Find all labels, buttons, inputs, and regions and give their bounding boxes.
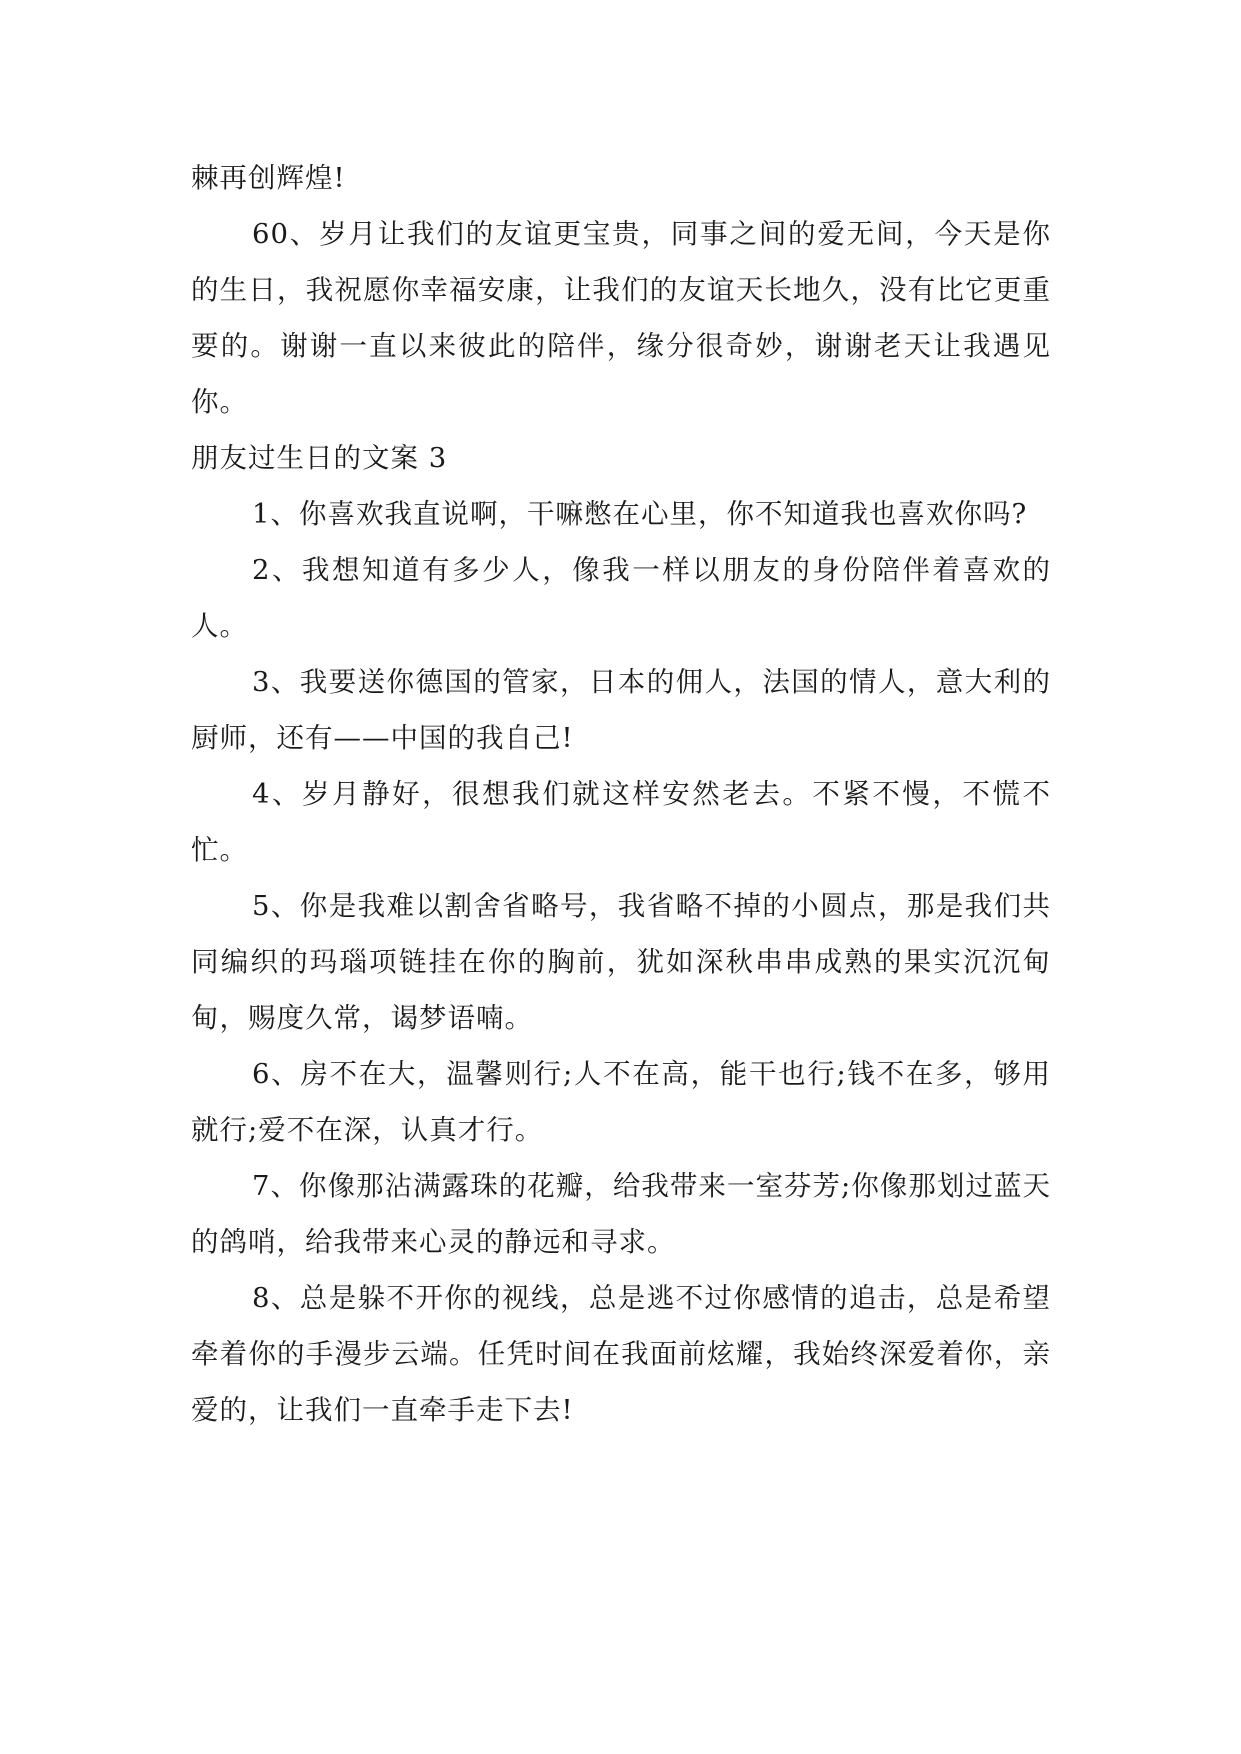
paragraph-item-6: 6、房不在大，温馨则行;人不在高，能干也行;钱不在多，够用就行;爱不在深，认真才行。 [191,1058,1051,1146]
paragraph-item-5: 5、你是我难以割舍省略号，我省略不掉的小圆点，那是我们共同编织的玛瑙项链挂在你的胸前，犹如深秋串串成熟的果实沉沉甸甸，赐度久常，谒梦语喃。 [191,890,1051,1034]
paragraph-item-3: 3、我要送你德国的管家，日本的佣人，法国的情人，意大利的厨师，还有——中国的我自己! [191,666,1051,754]
continuation-paragraph: 棘再创辉煌! [191,162,346,194]
document-body [191,150,1051,1438]
paragraph-item-60: 60、岁月让我们的友谊更宝贵，同事之间的爱无间，今天是你的生日，我祝愿你幸福安康，让我们的友谊天长地久，没有比它更重要的。谢谢一直以来彼此的陪伴，缘分很奇妙，谢谢老天让我遇见你。 [191,218,1051,418]
paragraph-item-8: 8、总是躲不开你的视线，总是逃不过你感情的追击，总是希望牵着你的手漫步云端。任凭时间在我面前炫耀，我始终深爱着你，亲爱的，让我们一直牵手走下去! [191,1282,1051,1426]
section-heading: 朋友过生日的文案 3 [191,442,448,474]
paragraph-item-4: 4、岁月静好，很想我们就这样安然老去。不紧不慢，不慌不忙。 [191,778,1051,866]
paragraph-item-7: 7、你像那沾满露珠的花瓣，给我带来一室芬芳;你像那划过蓝天的鸽哨，给我带来心灵的静远和寻求。 [191,1170,1051,1258]
paragraph-item-1: 1、你喜欢我直说啊，干嘛憋在心里，你不知道我也喜欢你吗? [252,498,1028,530]
paragraph-item-2: 2、我想知道有多少人，像我一样以朋友的身份陪伴着喜欢的人。 [191,554,1051,642]
